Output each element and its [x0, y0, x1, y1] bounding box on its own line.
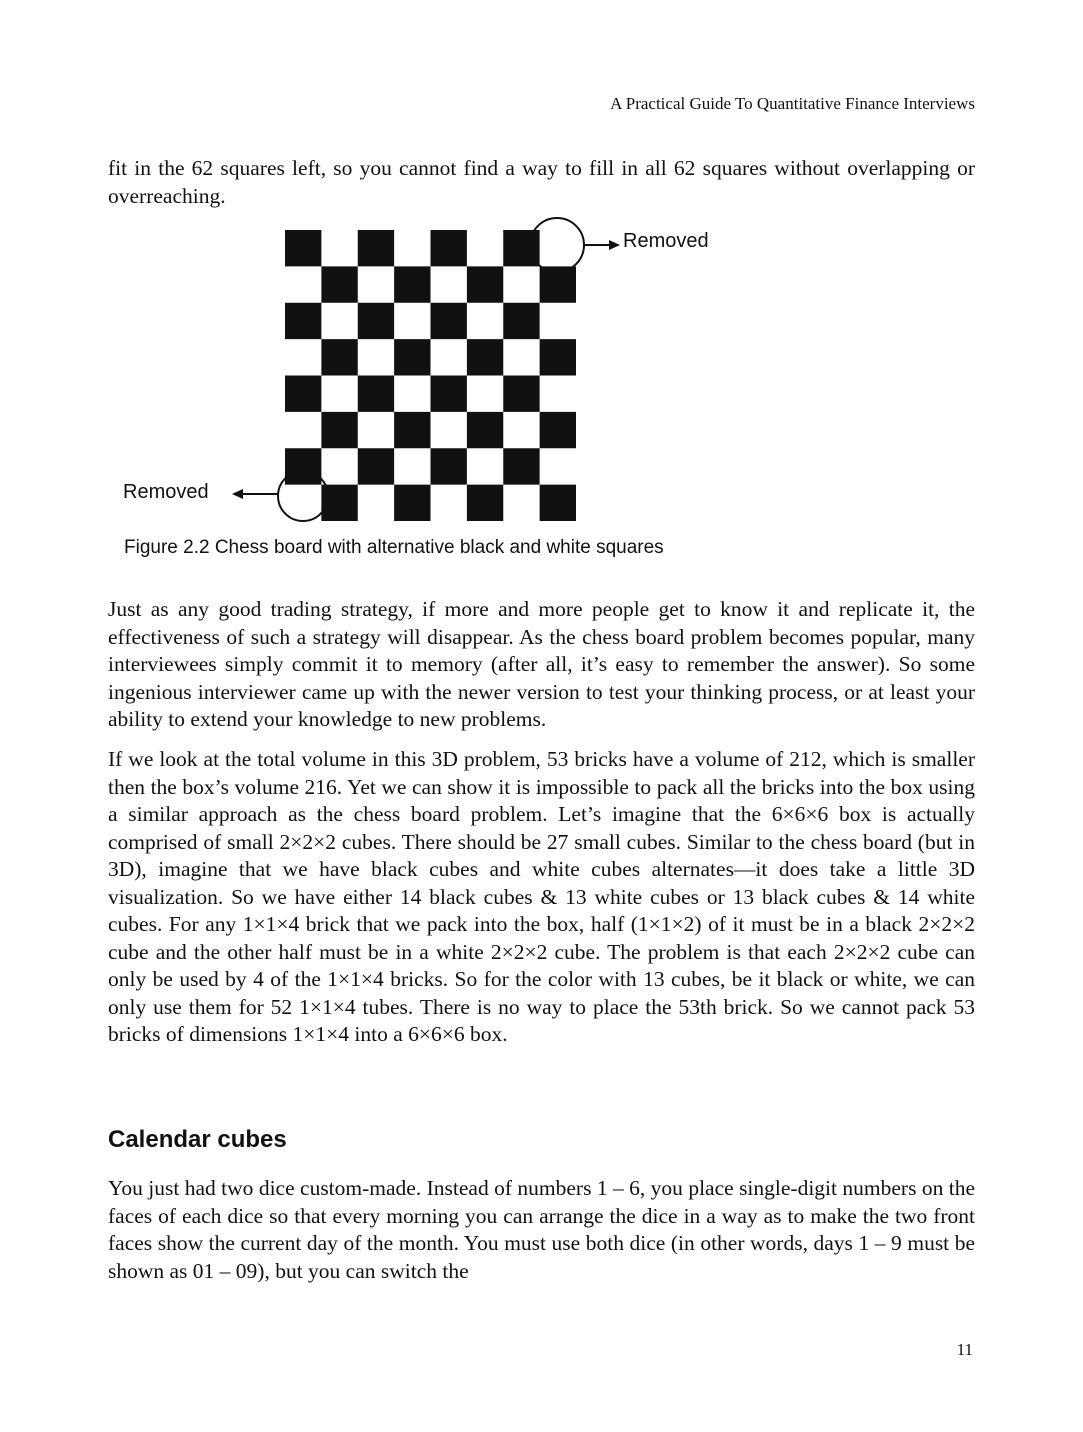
paragraph-volume: If we look at the total volume in this 3D problem, 53 bricks have a volume of 212, which is smaller then the box’s volume 216. Yet we can show it is impossible to pack all the bricks into the box using a similar approach as the chess board problem. Let’s imagine that the 6×6×6 box is actually comprised of small 2×2×2 cubes. There should be 27 small cubes. Similar to the chess board (but in 3D), imagine that we have black cubes and white cubes alternates—it does take a little 3D visualization. So we have either 14 black cubes & 13 white cubes or 13 black cubes & 14 white cubes. For any 1×1×4 brick that we pack into the box, half (1×1×2) of it must be in a black 2×2×2 cube and the other half must be in a white 2×2×2 cube. The problem is that each 2×2×2 cube can only be used by 4 of the 1×1×4 bricks. So for the color with 13 cubes, be it black or white, we can only use them for 52 1×1×4 tubes. There is no way to place the 53th brick. So we cannot pack 53 bricks of dimensions 1×1×4 into a 6×6×6 box. [108, 747, 975, 1046]
arrow-left-icon [232, 489, 243, 499]
section-heading: Calendar cubes [108, 1126, 287, 1153]
paragraph-strategy: Just as any good trading strategy, if more and more people get to know it and replicate it, the effectiveness of such a strategy will disappear. As the chess board problem becomes popular, many interviewees simply commit it to memory (after all, it’s easy to remember the answer). So some ingenious interviewer came up with the newer version to test your thinking process, or at least your ability to extend your knowledge to new problems. [108, 597, 975, 731]
paragraph-calendar: You just had two dice custom-made. Instead of numbers 1 – 6, you place single-digit numbers on the faces of each dice so that every morning you can arrange the dice in a way as to make the two front faces show the current day of the month. You must use both dice (in other words, days 1 – 9 must be shown as 01 – 09), but you can switch the [108, 1176, 975, 1283]
removed-label-top: Removed [623, 230, 709, 252]
running-header: A Practical Guide To Quantitative Finance Interviews [610, 94, 975, 113]
page-number: 11 [956, 1340, 973, 1359]
removed-circle-bottom [278, 471, 328, 521]
annotation-layer [0, 0, 1083, 600]
figure-caption: Figure 2.2 Chess board with alternative black and white squares [124, 537, 664, 558]
removed-label-bottom: Removed [123, 481, 209, 503]
paragraph-intro: fit in the 62 squares left, so you cannot find a way to fill in all 62 squares without overlapping or overreaching. [108, 156, 975, 208]
arrow-right-icon [609, 240, 620, 250]
removed-circle-top [530, 218, 584, 272]
